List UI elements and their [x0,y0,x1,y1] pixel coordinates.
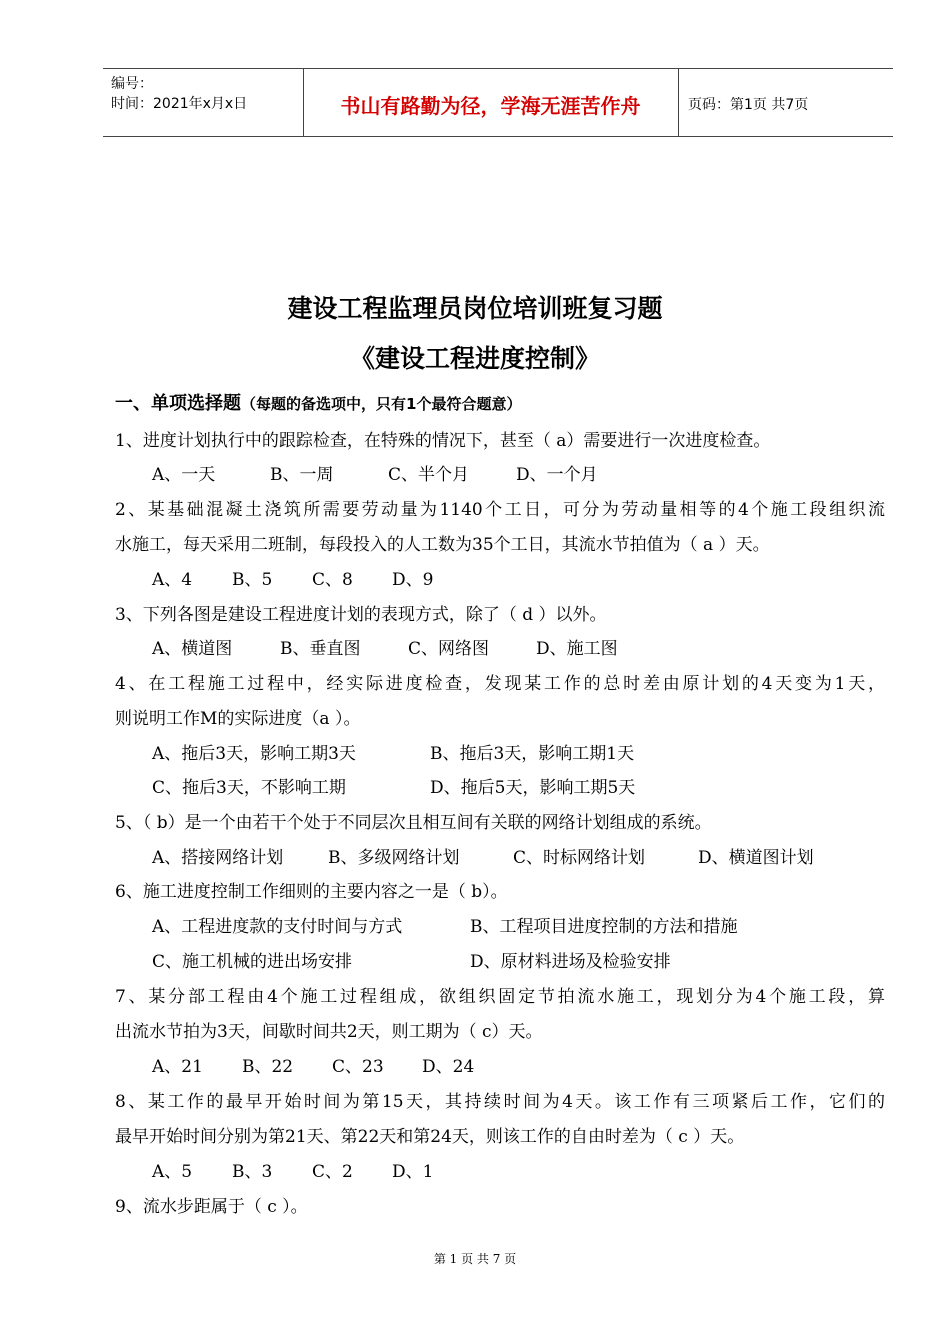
option: A、4 [152,570,193,590]
question-6-options [152,947,671,972]
question-2-line-1: 2、某基础混凝土浇筑所需要劳动量为1140个工日，可分为劳动量相等的4个施工段组织流 [115,500,885,520]
option: B、一周 [270,465,334,485]
question-2-options [152,565,433,590]
question-3-options [152,634,618,659]
option: C、网络图 [408,639,490,659]
question-4-options [152,739,634,764]
option: D、原材料进场及检验安排 [470,952,671,972]
question-3-line-1: 3、下列各图是建设工程进度计划的表现方式，除了（ d ）以外。 [115,605,607,625]
question-1-line-1: 1、进度计划执行中的跟踪检查，在特殊的情况下，甚至（ a）需要进行一次进度检查。 [115,431,771,451]
document-title: 建设工程监理员岗位培训班复习题 [287,294,663,323]
question-2-line-2: 水施工，每天采用二班制，每段投入的人工数为35个工日，其流水节拍值为（ a ）天。 [115,535,770,555]
document-subtitle: 《建设工程进度控制》 [349,344,600,373]
question-7-line-1: 7、某分部工程由4个施工过程组成，欲组织固定节拍流水施工，现划分为4个施工段，算 [115,987,885,1007]
option: B、3 [232,1162,273,1182]
option: A、5 [152,1162,193,1182]
question-5-options [152,843,814,868]
option: A、搭接网络计划 [152,848,284,868]
option: B、5 [232,570,273,590]
option: C、时标网络计划 [513,848,646,868]
question-4-options [152,773,635,798]
question-6-line-1: 6、施工进度控制工作细则的主要内容之一是（ b）。 [115,882,508,902]
question-8-line-1: 8、某工作的最早开始时间为第15天，其持续时间为4天。该工作有三项紧后工作，它们的 [115,1092,885,1112]
question-8-line-2: 最早开始时间分别为第21天、第22天和第24天，则该工作的自由时差为（ c ）天。 [115,1127,745,1147]
section-note: （每题的备选项中，只有1个最符合题意） [241,395,522,413]
option: C、23 [332,1057,384,1077]
question-5-line-1: 5、（ b）是一个由若干个处于不同层次且相互间有关联的网络计划组成的系统。 [115,813,712,833]
option: C、8 [312,570,353,590]
question-9-line-1: 9、流水步距属于（ c ）。 [115,1197,308,1217]
number-label: 编号： [111,76,153,92]
option: A、工程进度款的支付时间与方式 [152,917,403,937]
question-1-options [152,460,598,485]
option: D、横道图计划 [698,848,814,868]
option: D、1 [392,1162,434,1182]
question-7-line-2: 出流水节拍为3天，间歇时间共2天，则工期为（ c）天。 [115,1022,543,1042]
option: C、2 [312,1162,353,1182]
option: C、拖后3天，不影响工期 [152,778,346,798]
question-4-line-2: 则说明工作M的实际进度（a ）。 [115,709,361,729]
time-label: 时间：2021年x月x日 [111,96,248,112]
option: D、拖后5天，影响工期5天 [430,778,636,798]
option: B、垂直图 [280,639,361,659]
option: B、22 [242,1057,294,1077]
section-heading [115,389,521,415]
option: B、工程项目进度控制的方法和措施 [470,917,738,937]
question-6-options [152,912,738,937]
option: D、9 [392,570,434,590]
header-divider [678,69,679,136]
question-7-options [152,1052,474,1077]
option: C、施工机械的进出场安排 [152,952,353,972]
option: B、拖后3天，影响工期1天 [430,744,635,764]
option: D、24 [422,1057,475,1077]
option: A、一天 [152,465,216,485]
option: A、拖后3天，影响工期3天 [152,744,356,764]
document-header [103,68,893,137]
option: A、21 [152,1057,203,1077]
option: C、半个月 [388,465,470,485]
option: D、一个月 [516,465,598,485]
question-4-line-1: 4、在工程施工过程中，经实际进度检查，发现某工作的总时差由原计划的4天变为1天， [115,674,885,694]
section-title: 一、单项选择题 [115,393,241,414]
option: A、横道图 [152,639,233,659]
option: D、施工图 [536,639,618,659]
page-footer: 第 1 页 共 7 页 [433,1252,517,1266]
header-motto: 书山有路勤为径，学海无涯苦作舟 [340,94,641,118]
option: B、多级网络计划 [328,848,460,868]
page-label: 页码：第1页 共7页 [688,97,809,113]
question-8-options [152,1157,433,1182]
